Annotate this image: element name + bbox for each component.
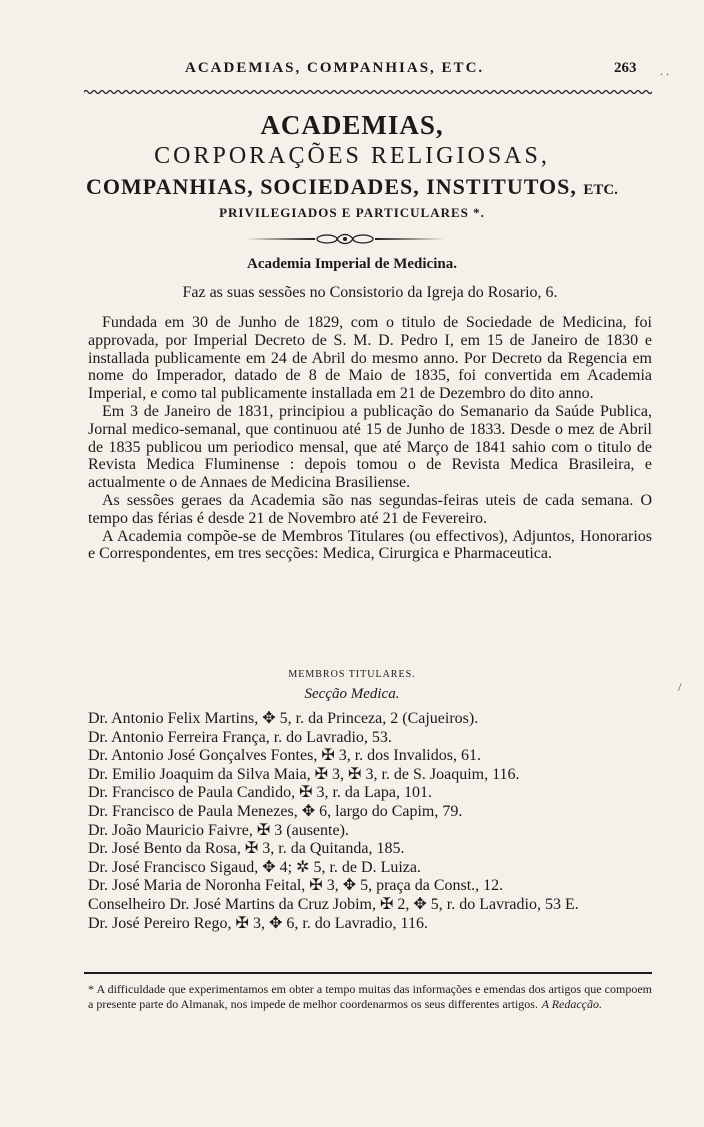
list-item: Conselheiro Dr. José Martins da Cruz Jobim, ✠ 2, ✥ 5, r. do Lavradio, 53 E.	[88, 895, 579, 913]
footnote-text: * A difficuldade que experimentamos em obter a tempo muitas das informações e emendas dos artigos que compoem a presente parte do Almanak, nos impede de melhor coordenarmos os seus differentes artigos.	[88, 982, 652, 1011]
heading-companhias	[0, 174, 704, 200]
list-item: Dr. Antonio José Gonçalves Fontes, ✠ 3, r. dos Invalidos, 61.	[88, 747, 481, 765]
list-item: Dr. Emilio Joaquim da Silva Maia, ✠ 3, ✠ 3, r. de S. Joaquim, 116.	[88, 765, 520, 783]
section-body	[88, 314, 652, 563]
footnote	[88, 982, 652, 1012]
heading-privilegiados: PRIVILEGIADOS E PARTICULARES *.	[219, 205, 485, 220]
heading-corporacoes: CORPORAÇÕES RELIGIOSAS,	[154, 143, 550, 169]
running-head	[0, 60, 704, 82]
list-item: Dr. Francisco de Paula Candido, ✠ 3, r. da Lapa, 101.	[88, 784, 432, 802]
heading-companhias-text: COMPANHIAS, SOCIEDADES, INSTITUTOS,	[86, 174, 577, 199]
paragraph-founding: Fundada em 30 de Junho de 1829, com o titulo de Sociedade de Medicina, foi approvada, por Imperial Decreto de S. M. D. Pedro I, em 15 de Janeiro de 1830 e installada publicamente em 24 de Abril do mesmo anno. Por Decreto da Regencia em nome do Imperador, datado de 8 de Maio de 1835, foi convertida em Academia Imperial, e como tal publicamente installada em 21 de Dezembro do dito anno.	[88, 314, 652, 403]
margin-marks: . .	[660, 64, 669, 78]
paragraph-publications: Em 3 de Janeiro de 1831, principiou a publicação do Semanario da Saúde Publica, Jornal medico-semanal, que continuou até 15 de Junho de 1833. Desde o mez de Abril de 1835 publicou um periodico mensal, que até Março de 1841 sahio com o titulo de Revista Medica Fluminense : depois tomou o de Revista Medica Brasileira, e actualmente o de Annaes de Medicina Brasiliense.	[88, 402, 652, 492]
page-number: 263	[614, 60, 637, 76]
members-list	[88, 710, 652, 933]
running-head-title: ACADEMIAS, COMPANHIAS, ETC.	[185, 60, 485, 76]
stray-mark: /	[678, 680, 682, 694]
list-item: Dr. José Francisco Sigaud, ✥ 4; ✲ 5, r. de D. Luiza.	[88, 858, 421, 876]
ornament-divider	[245, 232, 445, 246]
list-item: Dr. Antonio Felix Martins, ✥ 5, r. da Princeza, 2 (Cajueiros).	[88, 710, 479, 727]
subsection-title: Secção Medica.	[304, 686, 400, 702]
paragraph-composition: A Academia compõe-se de Membros Titulares (ou effectivos), Adjuntos, Honorarios e Correspondentes, em tres secções: Medica, Cirurgica e Pharmaceutica.	[88, 527, 652, 563]
heading-academias: ACADEMIAS,	[260, 110, 444, 140]
location-line: Faz as suas sessões no Consistorio da Igreja do Rosario, 6.	[182, 284, 558, 301]
list-item: Dr. João Mauricio Faivre, ✠ 3 (ausente).	[88, 821, 349, 839]
heading-etc: ETC.	[583, 182, 618, 198]
list-item: Dr. Francisco de Paula Menezes, ✥ 6, largo do Capim, 79.	[88, 802, 463, 820]
section-title: Academia Imperial de Medicina.	[247, 256, 457, 272]
paragraph-sessions: As sessões geraes da Academia são nas segundas-feiras uteis de cada semana. O tempo das férias é desde 21 de Novembro até 21 de Fevereiro.	[88, 491, 652, 527]
footnote-signature: A Redacção.	[541, 997, 602, 1011]
list-item: Dr. José Bento da Rosa, ✠ 3, r. da Quitanda, 185.	[88, 840, 405, 858]
list-item: Dr. José Pereiro Rego, ✠ 3, ✥ 6, r. do Lavradio, 116.	[88, 914, 428, 932]
list-item: Dr. José Maria de Noronha Feital, ✠ 3, ✥ 5, praça da Const., 12.	[88, 877, 504, 895]
members-heading: MEMBROS TITULARES.	[288, 669, 416, 680]
footnote-rule	[84, 972, 652, 974]
wavy-rule	[84, 88, 652, 96]
list-item: Dr. Antonio Ferreira França, r. do Lavradio, 53.	[88, 728, 392, 746]
